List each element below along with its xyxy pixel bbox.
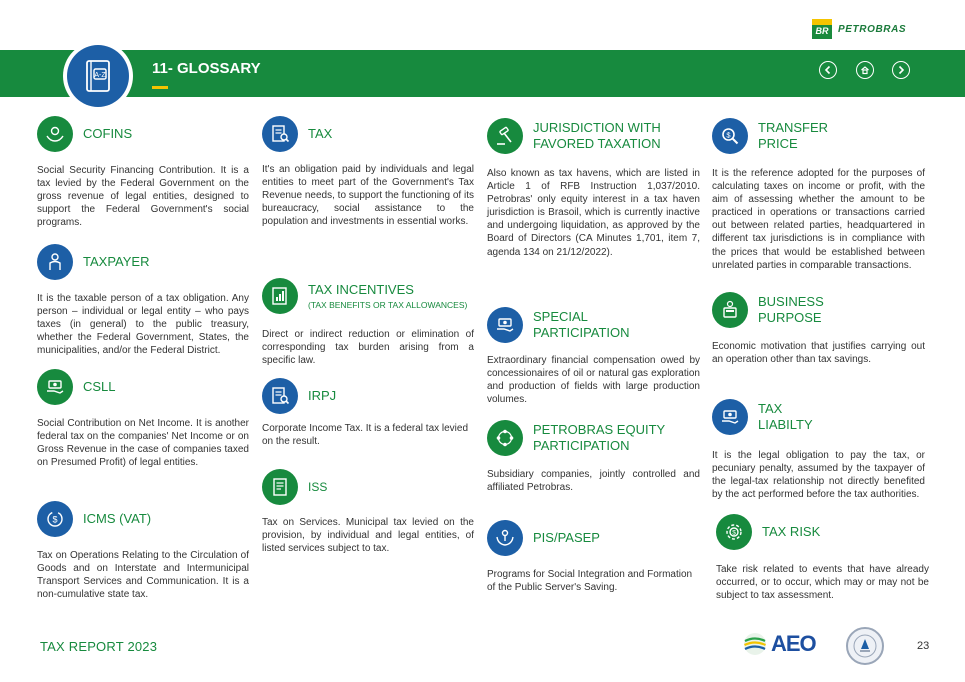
seal-icon — [852, 633, 878, 659]
glossary-entry-icms — [37, 501, 249, 601]
money-hand-icon — [487, 307, 523, 343]
svg-text:A-Z: A-Z — [94, 72, 106, 79]
definition-equity-participation: Subsidiary companies, jointly controlled and affiliated Petrobras. — [487, 469, 700, 494]
glossary-entry-irpj — [262, 378, 474, 448]
glossary-entry-special-participation — [487, 307, 700, 406]
book-icon — [67, 45, 129, 107]
home-button[interactable] — [856, 61, 874, 79]
title-underline — [152, 86, 168, 89]
definition-tax: It's an obligation paid by individuals and legal entities to meet part of the Government's Tax Revenue needs, to support the functioning of its bureaucracy, social assistance to the population and investments in essential works. — [262, 164, 474, 228]
glossary-entry-tax-incentives — [262, 278, 474, 367]
gavel-icon — [487, 118, 523, 154]
certification-seal — [846, 627, 884, 665]
aeo-text: AEO — [771, 631, 816, 656]
term-tax-liability: TAX LIABILTY — [758, 401, 813, 432]
term-iss: ISS — [308, 480, 328, 494]
term-special-participation: SPECIAL PARTICIPATION — [533, 309, 630, 340]
glossary-entry-taxpayer — [37, 244, 249, 357]
next-page-button[interactable] — [892, 61, 910, 79]
definition-business-purpose: Economic motivation that justifies carrying out an operation other than tax savings. — [712, 341, 925, 366]
glossary-entry-csll — [37, 369, 249, 469]
svg-text:$: $ — [732, 529, 736, 537]
definition-tax-liability: It is the legal obligation to pay the tax, or pecuniary penalty, assumed by the taxpayer of the legal-tax relationship not directly benefited by the act performed before the tax authorities. — [712, 450, 925, 501]
definition-tax-incentives: Direct or indirect reduction or elimination of corresponding tax burden arising from a specific law. — [262, 329, 474, 367]
petrobras-logo: BR — [812, 19, 832, 39]
hands-person-icon — [487, 520, 523, 556]
definition-iss: Tax on Services. Municipal tax levied on the provision, by individual and legal entities, of listed services subject to tax. — [262, 517, 474, 555]
svg-text:$: $ — [726, 130, 731, 140]
gear-coin-icon — [716, 514, 752, 550]
term-tax-incentives — [308, 282, 467, 310]
coin-cycle-icon — [37, 501, 73, 537]
petrobras-brand — [812, 19, 906, 39]
glossary-entry-equity-participation — [487, 420, 700, 494]
glossary-entry-tax — [262, 116, 474, 228]
globe-icon — [742, 631, 768, 657]
definition-transfer-price: It is the reference adopted for the purposes of calculating taxes on income or profit, with the aim of assessing whether the amount to be practiced in operations or transactions carried out between related parties, headquartered in different tax jurisdictions is in compliance with the prices that would be established between unrelated parties in comparable transactions. — [712, 168, 925, 271]
network-icon — [487, 420, 523, 456]
term-csll: CSLL — [83, 379, 116, 394]
term-tax-incentives-label: TAX INCENTIVES — [308, 282, 414, 297]
definition-taxpayer: It is the taxable person of a tax obligation. Any person – individual or legal entity – who pays taxes (in general) to the public treasury, whether the Federal Government, States, the municipalities, and/or the Federal District. — [37, 293, 249, 357]
chart-document-icon — [262, 278, 298, 314]
report-title: TAX REPORT 2023 — [40, 639, 158, 654]
chevron-left-icon — [823, 65, 833, 75]
definition-csll: Social Contribution on Net Income. It is another federal tax on the companies' Net Income or on Gross Revenue in the case of companies taxed on Presumed Profit) of legal entities. — [37, 418, 249, 469]
term-tax-risk: TAX RISK — [762, 524, 821, 539]
home-icon — [860, 65, 870, 75]
glossary-entry-jurisdiction — [487, 118, 700, 259]
glossary-entry-tax-risk — [716, 514, 929, 602]
term-pis-pasep: PIS/PASEP — [533, 530, 600, 545]
document-search-icon — [262, 378, 298, 414]
glossary-entry-tax-liability — [712, 399, 925, 501]
definition-irpj: Corporate Income Tax. It is a federal tax levied on the result. — [262, 423, 469, 448]
magnifier-coin-icon — [712, 118, 748, 154]
glossary-entry-pis-pasep — [487, 520, 700, 594]
chevron-right-icon — [896, 65, 906, 75]
definition-tax-risk: Take risk related to events that have already occurred, or to occur, which may or may not be subject to tax assessment. — [716, 564, 929, 602]
term-cofins: COFINS — [83, 126, 133, 141]
definition-pis-pasep: Programs for Social Integration and Formation of the Public Server's Saving. — [487, 569, 693, 594]
svg-text:$: $ — [52, 514, 58, 525]
definition-cofins: Social Security Financing Contribution. It is a tax levied by the Federal Government on the gross revenue of legal entities, designed to support the Federal Government's social programs. — [37, 165, 249, 229]
register-icon — [712, 292, 748, 328]
document-icon — [262, 469, 298, 505]
term-business-purpose: BUSINESS PURPOSE — [758, 294, 824, 325]
person-icon — [37, 244, 73, 280]
term-tax: TAX — [308, 126, 333, 141]
definition-icms: Tax on Operations Relating to the Circulation of Goods and on Interstate and Intermunicipal Transport Services and Communication. It is a non-cumulative state tax. — [37, 550, 249, 601]
term-jurisdiction: JURISDICTION WITH FAVORED TAXATION — [533, 120, 661, 151]
term-irpj: IRPJ — [308, 388, 337, 403]
glossary-entry-transfer-price — [712, 118, 925, 272]
page-title: 11- GLOSSARY — [152, 60, 261, 77]
definition-special-participation: Extraordinary financial compensation owed by concessionaires of oil or natural gas exploration and production of fields with large production volumes. — [487, 355, 700, 406]
brand-name: PETROBRAS — [838, 23, 907, 35]
glossary-entry-business-purpose — [712, 292, 925, 366]
money-hand-icon — [37, 369, 73, 405]
glossary-entry-iss — [262, 469, 474, 555]
term-transfer-price: TRANSFER PRICE — [758, 120, 829, 151]
term-taxpayer: TAXPAYER — [83, 254, 150, 269]
term-equity-participation: PETROBRAS EQUITY PARTICIPATION — [533, 422, 665, 453]
term-icms: ICMS (VAT) — [83, 511, 152, 526]
term-tax-incentives-sub: (TAX BENEFITS OR TAX ALLOWANCES) — [308, 300, 468, 310]
definition-jurisdiction: Also known as tax havens, which are listed in Article 1 of RFB Instruction 1,037/2010. Petrobras' only equity interest in a tax haven jurisdiction is Brasoil, which is currently inactive and undergoing liquidation, as approved by the Board of Directors (CA Minutes 1,701, item 7, agenda 134 on 21/12/2022). — [487, 168, 700, 258]
glossary-entry-cofins — [37, 116, 249, 229]
glossary-book-badge — [63, 41, 133, 111]
hands-coin-icon — [37, 116, 73, 152]
document-search-icon — [262, 116, 298, 152]
prev-page-button[interactable] — [819, 61, 837, 79]
money-hand-icon — [712, 399, 748, 435]
aeo-logo — [742, 631, 816, 657]
page-number: 23 — [917, 640, 930, 652]
